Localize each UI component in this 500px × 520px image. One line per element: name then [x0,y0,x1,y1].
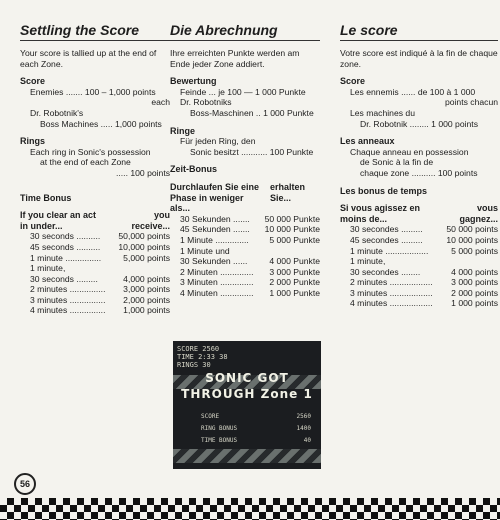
english-column [20,22,170,316]
table-row [20,242,170,253]
boss-line-1: Dr. Robotnik's [30,107,84,118]
enemies-line-2: points chacun [444,97,498,108]
row-time: 30 Sekunden ...... [180,256,248,267]
game-screenshot [173,341,321,469]
tally-time-value: 40 [303,437,311,444]
time-bonus-header [340,203,498,224]
boss-line-2: Dr. Robotnik ........ 1 000 points [360,118,478,129]
tally-time [201,437,311,444]
row-points: 5 000 points [451,245,498,256]
table-row [170,214,320,225]
row-points: 3 000 points [451,277,498,288]
tally-score-value: 2560 [296,413,311,420]
time-col-b: you receive... [131,210,170,231]
table-row [340,224,498,235]
hud-rings: RINGS 30 [177,361,211,369]
table-row [340,235,498,246]
boss-line-2: Boss Machines ..... 1,000 points [40,118,162,129]
row-points: 4 000 points [451,266,498,277]
time-col-a: Si vous agissez en moins de... [340,203,421,224]
row-time: 30 seconds .......... [30,231,101,242]
table-row [170,224,320,235]
table-row [170,267,320,278]
rings-line-2: Sonic besitzt ........... 100 Punkte [190,146,314,157]
time-col-a: If you clear an act in under... [20,210,97,231]
hud [177,345,228,369]
row-time: 4 minutes ............... [30,305,106,316]
table-row [20,305,170,316]
table-row [20,284,170,295]
table-row [340,246,498,257]
table-row [340,267,498,278]
german-column [170,22,320,298]
intro-text: Your score is tallied up at the end of each Zone. [20,48,157,69]
section-title: Die Abrechnung [170,22,278,38]
time-bonus-table [20,231,170,316]
enemies-line-1: Les ennemis ...... de 100 à 1 000 [350,86,476,97]
intro-text: Votre score est indiqué à la fin de chaque zone. [340,48,498,69]
time-bonus-header [20,210,170,231]
row-points: 10 000 Punkte [264,224,320,235]
time-col-a: Durchlaufen Sie eine Phase in weniger als... [170,181,260,214]
enemies-line: Enemies ....... 100 – 1,000 points [30,86,156,97]
row-points: 5 000 Punkte [269,234,320,245]
row-points: 3,000 points [123,284,170,295]
row-points: 2,000 points [123,294,170,305]
time-bonus-heading: Time Bonus [20,192,72,203]
boss-line-2: Boss-Maschinen .. 1 000 Punkte [190,107,314,118]
row-time: 1 Minute .............. [180,234,249,245]
row-points: 1 000 Punkte [269,287,320,298]
tally-ring-value: 1400 [296,425,311,432]
page-number: 56 [14,473,36,495]
rings-line-2: at the end of each Zone [40,157,131,168]
row-time: 30 Sekunden ....... [180,213,250,224]
row-time: 4 minutes .................. [350,298,433,309]
row-time: 1 minute .................. [350,245,429,256]
time-bonus-heading: Les bonus de temps [340,185,428,196]
time-bonus-heading: Zeit-Bonus [170,164,217,175]
row-time: 45 secondes ......... [350,234,423,245]
row-time: 1 minute ............... [30,252,102,263]
zigzag-band [173,449,321,463]
row-time: 2 minutes ............... [30,284,106,295]
tally-ring-label: RING BONUS [201,425,238,432]
table-row [170,277,320,288]
tally-time-label: TIME BONUS [201,437,238,444]
score-heading: Score [20,76,46,87]
row-points: 50 000 points [446,224,498,235]
row-points: 10,000 points [118,241,170,252]
hud-score: SCORE 2560 [177,345,220,353]
rings-line-1: Für jeden Ring, den [180,136,256,147]
table-row [170,288,320,299]
row-time: 45 Sekunden ....... [180,224,250,235]
french-column [340,22,498,309]
rings-line-1: Chaque anneau en possession [350,146,469,157]
rings-points: ..... 100 points [116,167,170,178]
enemies-line: Feinde ... je 100 — 1 000 Punkte [180,86,306,97]
table-row [340,277,498,288]
table-row [20,295,170,306]
row-points: 3 000 Punkte [269,266,320,277]
row-time: 1 minute, [350,256,386,267]
title-rule [340,40,498,41]
row-points: 2 000 Punkte [269,277,320,288]
tally-score-label: SCORE [201,413,220,420]
tally-ring [201,425,311,432]
row-time: 45 seconds .......... [30,241,101,252]
section-title: Le score [340,22,398,38]
time-bonus-table [340,224,498,309]
row-points: 4,000 points [123,273,170,284]
row-points: 10 000 points [446,234,498,245]
row-time: 30 secondes ......... [350,224,423,235]
row-points: 2 000 points [451,287,498,298]
rings-line-1: Each ring in Sonic's possession [30,146,151,157]
time-col-b: erhalten Sie... [270,181,306,203]
rings-heading: Rings [20,136,46,147]
row-points: 4 000 Punkte [269,256,320,267]
row-time: 4 Minuten .............. [180,287,254,298]
title-rule [170,40,320,41]
got-through-line-2: THROUGH Zone 1 [181,387,313,401]
table-row [20,253,170,264]
table-row [340,288,498,299]
table-row [340,298,498,309]
intro-text: Ihre erreichten Punkte werden am Ende jeder Zone addiert. [170,48,300,69]
row-points: 5,000 points [123,252,170,263]
got-through-line-1: SONIC GOT [205,371,289,385]
boss-line-1: Les machines du [350,107,415,118]
table-row [170,256,320,267]
row-time: 2 minutes .................. [350,277,433,288]
hud-time: TIME 2:33 38 [177,353,228,361]
checkered-border [0,498,500,520]
row-time: 1 minute, [30,263,66,274]
score-heading: Score [340,76,366,87]
rings-line-3: chaque zone .......... 100 points [360,167,478,178]
table-row [20,263,170,274]
tally-score [201,413,311,420]
row-points: 1,000 points [123,305,170,316]
row-time: 1 Minute und [180,245,230,256]
table-row [170,246,320,257]
rings-heading: Ringe [170,125,196,136]
time-bonus-table [170,214,320,299]
score-heading: Bewertung [170,76,217,87]
row-points: 50 000 Punkte [264,213,320,224]
table-row [170,235,320,246]
row-time: 3 Minuten .............. [180,277,254,288]
time-col-b: vous gagnez... [459,203,498,224]
row-points: 1 000 points [451,298,498,309]
table-row [340,256,498,267]
title-rule [20,40,170,41]
table-row [20,274,170,285]
enemies-each: each [151,97,170,108]
row-time: 2 Minuten .............. [180,266,254,277]
row-time: 3 minutes ............... [30,294,106,305]
row-time: 30 secondes ........ [350,266,421,277]
section-title: Settling the Score [20,22,140,38]
row-time: 3 minutes .................. [350,287,433,298]
table-row [20,231,170,242]
time-bonus-header [170,182,320,214]
boss-line-1: Dr. Robotniks [180,97,232,108]
row-points: 50,000 points [118,231,170,242]
rings-line-2: de Sonic à la fin de [360,157,434,168]
rings-heading: Les anneaux [340,136,395,147]
row-time: 30 seconds ......... [30,273,98,284]
